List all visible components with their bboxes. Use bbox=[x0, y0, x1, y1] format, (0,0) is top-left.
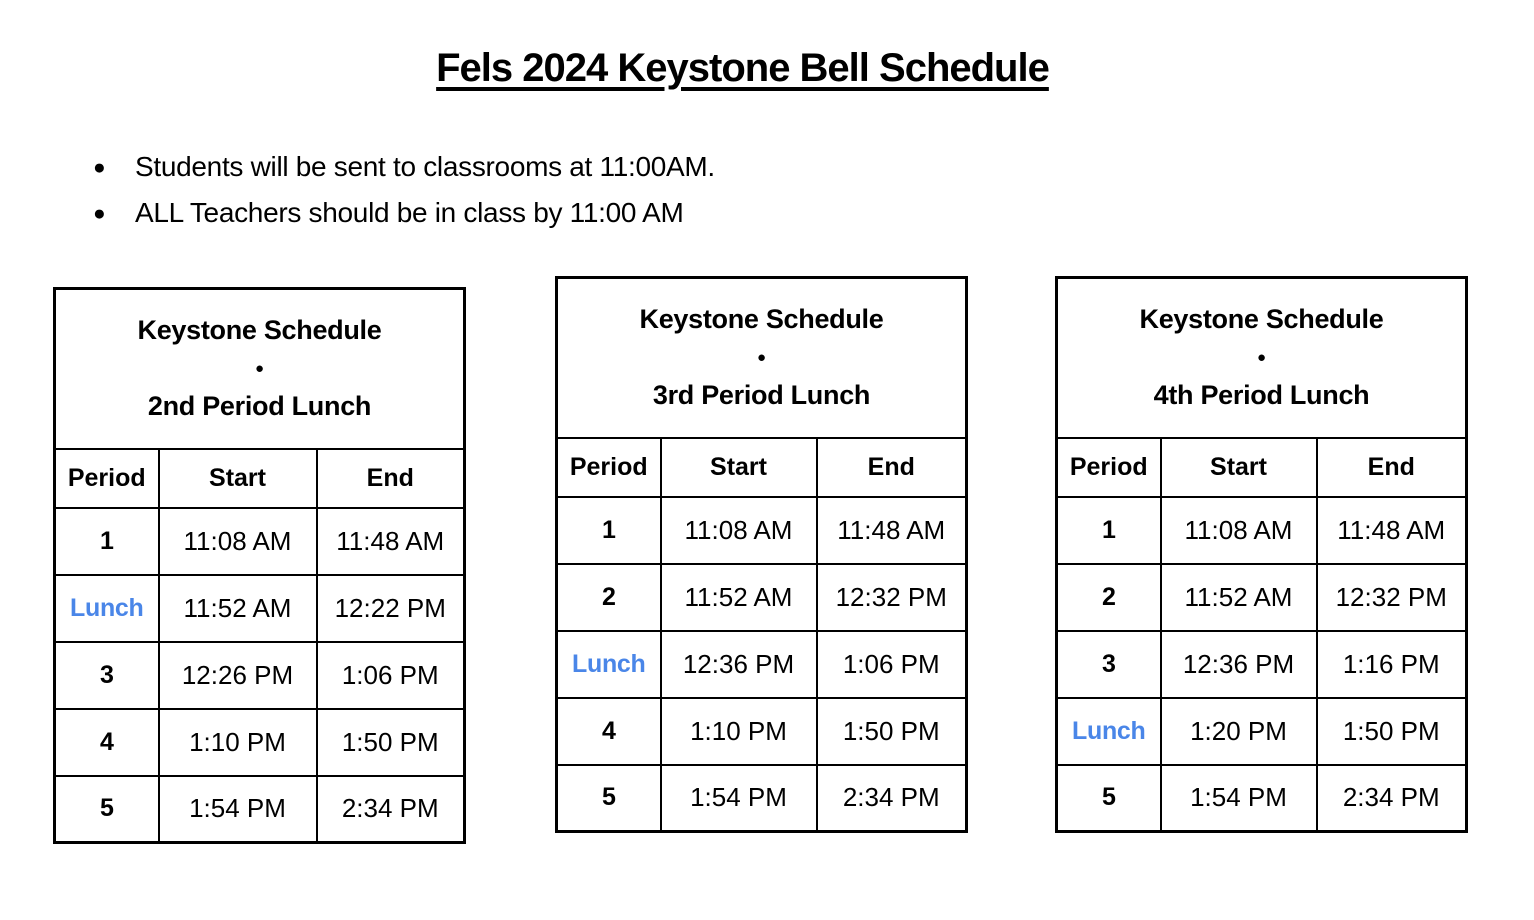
start-cell: 1:10 PM bbox=[159, 709, 317, 776]
col-header-start: Start bbox=[1161, 438, 1317, 497]
table-row bbox=[557, 765, 967, 832]
end-cell: 1:50 PM bbox=[317, 709, 465, 776]
table-row bbox=[557, 631, 967, 698]
table-title: Keystone Schedule bbox=[137, 315, 382, 346]
table-row bbox=[55, 709, 465, 776]
table-row bbox=[55, 776, 465, 843]
end-cell: 11:48 AM bbox=[317, 508, 465, 575]
period-cell: 2 bbox=[557, 564, 661, 631]
end-cell: 2:34 PM bbox=[817, 765, 967, 832]
table-row bbox=[55, 575, 465, 642]
bullet-list bbox=[93, 150, 715, 242]
end-cell: 1:06 PM bbox=[317, 642, 465, 709]
table-title-cell bbox=[1057, 278, 1467, 438]
title-separator-dot-icon: ● bbox=[756, 349, 767, 367]
start-cell: 11:52 AM bbox=[661, 564, 817, 631]
end-cell: 2:34 PM bbox=[1317, 765, 1467, 832]
bullet-item bbox=[93, 196, 715, 229]
table-header-row bbox=[557, 438, 967, 497]
bullet-dot-icon: ● bbox=[93, 156, 106, 179]
table-row bbox=[1057, 631, 1467, 698]
period-cell: 3 bbox=[1057, 631, 1161, 698]
end-cell: 11:48 AM bbox=[1317, 497, 1467, 564]
schedule-table-2nd-period-lunch bbox=[53, 287, 466, 844]
period-cell: 4 bbox=[55, 709, 159, 776]
period-cell-lunch: Lunch bbox=[55, 575, 159, 642]
start-cell: 12:36 PM bbox=[1161, 631, 1317, 698]
table-title: Keystone Schedule bbox=[1139, 304, 1384, 335]
period-cell-lunch: Lunch bbox=[557, 631, 661, 698]
start-cell: 1:10 PM bbox=[661, 698, 817, 765]
title-separator-dot-icon: ● bbox=[1256, 349, 1267, 367]
period-cell: 1 bbox=[557, 497, 661, 564]
table-row bbox=[1057, 564, 1467, 631]
end-cell: 1:50 PM bbox=[1317, 698, 1467, 765]
period-cell: 4 bbox=[557, 698, 661, 765]
col-header-period: Period bbox=[557, 438, 661, 497]
table-subtitle: 4th Period Lunch bbox=[1153, 380, 1370, 411]
col-header-end: End bbox=[317, 449, 465, 508]
start-cell: 1:54 PM bbox=[661, 765, 817, 832]
period-cell: 2 bbox=[1057, 564, 1161, 631]
table-header-row bbox=[55, 449, 465, 508]
end-cell: 1:50 PM bbox=[817, 698, 967, 765]
table-row bbox=[557, 497, 967, 564]
end-cell: 1:06 PM bbox=[817, 631, 967, 698]
table-subtitle: 2nd Period Lunch bbox=[147, 391, 372, 422]
period-cell: 5 bbox=[1057, 765, 1161, 832]
schedule-table-3rd-period-lunch bbox=[555, 276, 968, 833]
start-cell: 11:52 AM bbox=[159, 575, 317, 642]
col-header-period: Period bbox=[55, 449, 159, 508]
col-header-start: Start bbox=[159, 449, 317, 508]
end-cell: 1:16 PM bbox=[1317, 631, 1467, 698]
start-cell: 12:36 PM bbox=[661, 631, 817, 698]
period-cell: 1 bbox=[1057, 497, 1161, 564]
table-row bbox=[557, 564, 967, 631]
bullet-text: Students will be sent to classrooms at 11:00AM. bbox=[135, 151, 715, 182]
start-cell: 1:20 PM bbox=[1161, 698, 1317, 765]
end-cell: 2:34 PM bbox=[317, 776, 465, 843]
table-row bbox=[1057, 765, 1467, 832]
start-cell: 12:26 PM bbox=[159, 642, 317, 709]
start-cell: 11:52 AM bbox=[1161, 564, 1317, 631]
start-cell: 1:54 PM bbox=[159, 776, 317, 843]
title-separator-dot-icon: ● bbox=[254, 360, 265, 378]
table-row bbox=[1057, 497, 1467, 564]
period-cell: 1 bbox=[55, 508, 159, 575]
start-cell: 11:08 AM bbox=[159, 508, 317, 575]
table-title-cell bbox=[557, 278, 967, 438]
end-cell: 12:32 PM bbox=[817, 564, 967, 631]
start-cell: 1:54 PM bbox=[1161, 765, 1317, 832]
col-header-end: End bbox=[1317, 438, 1467, 497]
end-cell: 12:22 PM bbox=[317, 575, 465, 642]
table-title: Keystone Schedule bbox=[639, 304, 884, 335]
table-title-cell bbox=[55, 289, 465, 449]
col-header-start: Start bbox=[661, 438, 817, 497]
end-cell: 12:32 PM bbox=[1317, 564, 1467, 631]
table-row bbox=[55, 508, 465, 575]
period-cell: 5 bbox=[557, 765, 661, 832]
table-header-row bbox=[1057, 438, 1467, 497]
table-row bbox=[557, 698, 967, 765]
col-header-end: End bbox=[817, 438, 967, 497]
table-subtitle: 3rd Period Lunch bbox=[652, 380, 871, 411]
bullet-dot-icon: ● bbox=[93, 202, 106, 225]
page-title: Fels 2024 Keystone Bell Schedule bbox=[436, 46, 1049, 90]
start-cell: 11:08 AM bbox=[661, 497, 817, 564]
period-cell: 5 bbox=[55, 776, 159, 843]
start-cell: 11:08 AM bbox=[1161, 497, 1317, 564]
table-row bbox=[1057, 698, 1467, 765]
col-header-period: Period bbox=[1057, 438, 1161, 497]
bullet-text: ALL Teachers should be in class by 11:00 AM bbox=[135, 197, 684, 228]
table-row bbox=[55, 642, 465, 709]
schedule-table-4th-period-lunch bbox=[1055, 276, 1468, 833]
end-cell: 11:48 AM bbox=[817, 497, 967, 564]
period-cell: 3 bbox=[55, 642, 159, 709]
bullet-item bbox=[93, 150, 715, 183]
period-cell-lunch: Lunch bbox=[1057, 698, 1161, 765]
